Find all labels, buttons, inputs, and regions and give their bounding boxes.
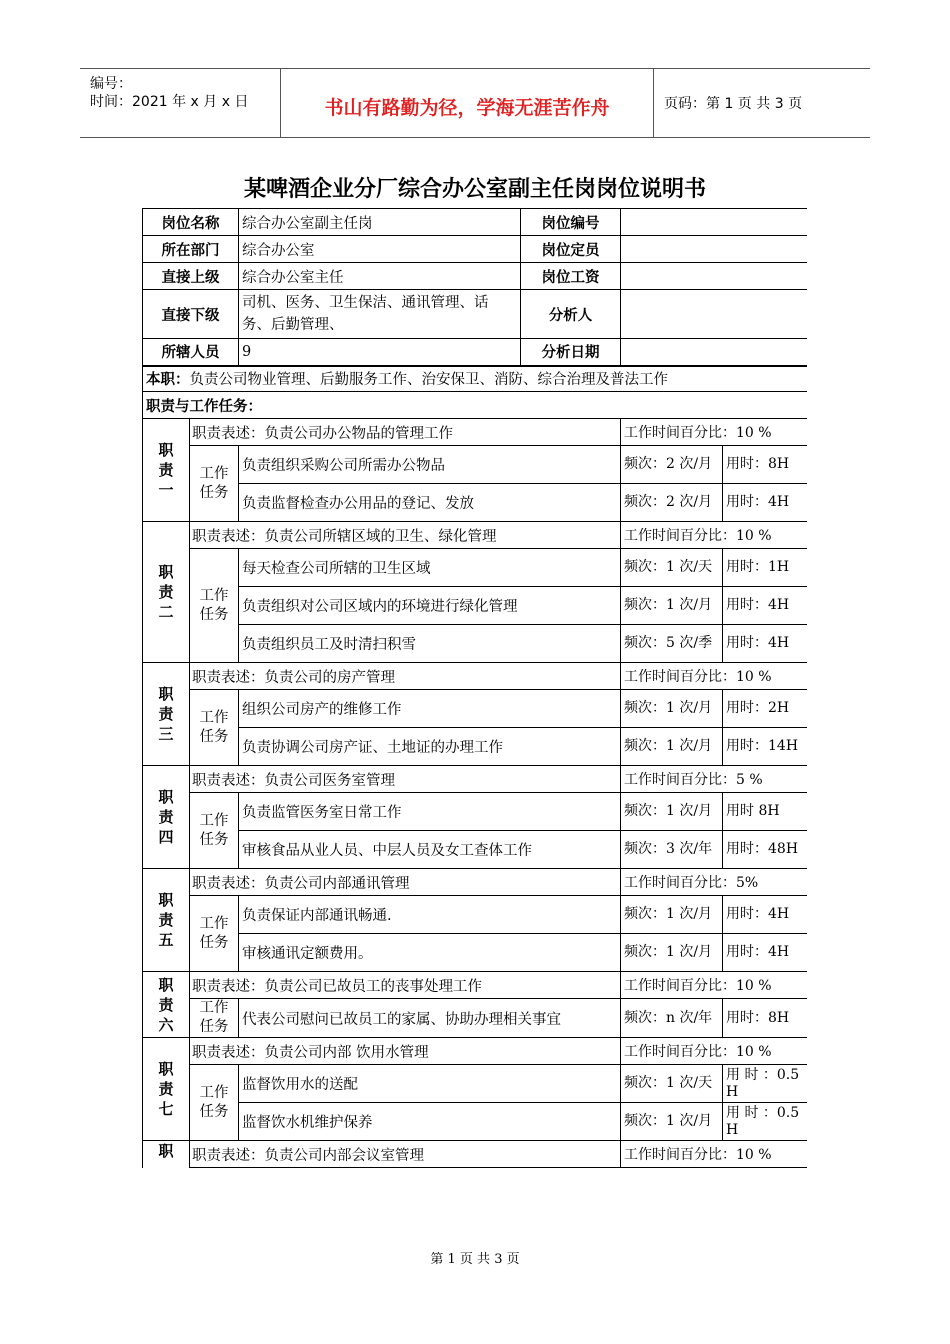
duty-name-text: 职责二 xyxy=(158,563,174,621)
duty-description: 职责表述：负责公司内部通讯管理 xyxy=(190,869,621,896)
page-header xyxy=(80,68,870,138)
duty-name xyxy=(143,869,190,972)
task-frequency: 频次：2 次/月 xyxy=(621,446,723,484)
task-text: 负责监管医务室日常工作 xyxy=(239,793,621,831)
task-row xyxy=(143,1103,808,1141)
quota-label: 岗位定员 xyxy=(521,236,621,263)
task-duration: 用时：8H xyxy=(723,446,808,484)
job-description-table xyxy=(142,208,807,1190)
salary-value xyxy=(621,263,808,290)
duty-description: 职责表述：负责公司医务室管理 xyxy=(190,766,621,793)
task-label xyxy=(190,1065,239,1141)
duty-name-text: 职 xyxy=(158,1142,174,1160)
analyst-value xyxy=(621,290,808,339)
duty-name xyxy=(143,972,190,1038)
superior-value: 综合办公室主任 xyxy=(239,263,521,290)
duty-desc-row xyxy=(143,766,808,793)
role-row xyxy=(143,366,808,392)
task-row xyxy=(143,934,808,972)
task-row xyxy=(143,999,808,1038)
task-frequency: 频次：5 次/季 xyxy=(621,625,723,663)
task-frequency: 频次：n 次/年 xyxy=(621,999,723,1038)
task-frequency: 频次：1 次/月 xyxy=(621,896,723,934)
duty-time-percent: 工作时间百分比：10 % xyxy=(621,522,808,549)
task-frequency: 频次：2 次/月 xyxy=(621,484,723,522)
duty-description: 职责表述：负责公司所辖区域的卫生、绿化管理 xyxy=(190,522,621,549)
task-frequency: 频次：1 次/月 xyxy=(621,587,723,625)
task-duration: 用时：14H xyxy=(723,728,808,766)
header-meta xyxy=(80,69,281,137)
duty-name-text: 职责一 xyxy=(158,441,174,499)
duty-desc-row xyxy=(143,419,808,446)
duty-name xyxy=(143,663,190,766)
task-frequency: 频次：3 次/年 xyxy=(621,831,723,869)
header-page-cell xyxy=(654,69,870,137)
info-row xyxy=(143,236,808,263)
duties-heading: 职责与工作任务： xyxy=(143,392,808,419)
task-duration: 用时：4H xyxy=(723,896,808,934)
info-row xyxy=(143,290,808,339)
task-row xyxy=(143,690,808,728)
task-text: 监督饮用水的送配 xyxy=(239,1065,621,1103)
header-motto: 书山有路勤为径，学海无涯苦作舟 xyxy=(324,97,610,119)
task-frequency: 频次：1 次/月 xyxy=(621,728,723,766)
duty-description: 职责表述：负责公司的房产管理 xyxy=(190,663,621,690)
duty-name-text: 职责五 xyxy=(158,891,174,949)
task-label-text: 工作任务 xyxy=(199,709,229,745)
quota-value xyxy=(621,236,808,263)
task-duration: 用时：4H xyxy=(723,484,808,522)
document-title: 某啤酒企业分厂综合办公室副主任岗岗位说明书 xyxy=(243,177,706,202)
task-duration: 用时：8H xyxy=(723,999,808,1038)
duty-description: 职责表述：负责公司内部 饮用水管理 xyxy=(190,1038,621,1065)
duty-desc-row xyxy=(143,972,808,999)
duty-name xyxy=(143,522,190,663)
salary-label: 岗位工资 xyxy=(521,263,621,290)
task-row xyxy=(143,587,808,625)
task-label-text: 工作任务 xyxy=(199,915,229,951)
superior-label: 直接上级 xyxy=(143,263,239,290)
task-label-text: 工作任务 xyxy=(199,1000,229,1035)
duty-name-text: 职责六 xyxy=(158,975,174,1034)
header-motto-cell xyxy=(281,69,654,137)
duty-time-percent: 工作时间百分比：10 % xyxy=(621,663,808,690)
staff-value: 9 xyxy=(239,339,521,366)
duty-description: 职责表述：负责公司内部会议室管理 xyxy=(190,1141,621,1168)
task-duration: 用时：4H xyxy=(723,625,808,663)
task-text: 代表公司慰问已故员工的家属、协助办理相关事宜 xyxy=(239,999,621,1038)
task-label-text: 工作任务 xyxy=(199,1084,229,1120)
role-label: 本职： xyxy=(146,372,190,389)
post-no-label: 岗位编号 xyxy=(521,209,621,236)
subordinate-value: 司机、医务、卫生保洁、通讯管理、话务、后勤管理、 xyxy=(239,290,521,339)
duty-name xyxy=(143,1038,190,1141)
task-text: 负责组织采购公司所需办公物品 xyxy=(239,446,621,484)
duty-time-percent: 工作时间百分比：10 % xyxy=(621,1141,808,1168)
duty-name-text: 职责三 xyxy=(158,685,174,743)
duty-time-percent: 工作时间百分比：10 % xyxy=(621,1038,808,1065)
task-duration: 用时：48H xyxy=(723,831,808,869)
info-row xyxy=(143,209,808,236)
task-text: 负责监督检查办公用品的登记、发放 xyxy=(239,484,621,522)
post-no-value xyxy=(621,209,808,236)
date-value xyxy=(621,339,808,366)
task-row xyxy=(143,1065,808,1103)
task-frequency: 频次：1 次/天 xyxy=(621,1065,723,1103)
task-duration: 用 时 ：0.5H xyxy=(723,1103,808,1141)
task-frequency: 频次：1 次/月 xyxy=(621,934,723,972)
task-label-text: 工作任务 xyxy=(199,812,229,848)
duty-name xyxy=(143,419,190,522)
task-frequency: 频次：1 次/月 xyxy=(621,690,723,728)
info-row xyxy=(143,339,808,366)
task-label xyxy=(190,896,239,972)
duty-name xyxy=(143,766,190,869)
duty-desc-row xyxy=(143,522,808,549)
post-name-label: 岗位名称 xyxy=(143,209,239,236)
task-frequency: 频次：1 次/月 xyxy=(621,793,723,831)
role-text: 负责公司物业管理、后勤服务工作、治安保卫、消防、综合治理及普法工作 xyxy=(189,372,668,389)
task-duration: 用时 8H xyxy=(723,793,808,831)
subordinate-label: 直接下级 xyxy=(143,290,239,339)
duty-time-percent: 工作时间百分比：10 % xyxy=(621,419,808,446)
post-name-value: 综合办公室副主任岗 xyxy=(239,209,521,236)
task-row xyxy=(143,831,808,869)
task-row xyxy=(143,793,808,831)
duty-desc-row xyxy=(143,1141,808,1168)
task-text: 每天检查公司所辖的卫生区域 xyxy=(239,549,621,587)
task-text: 审核通讯定额费用。 xyxy=(239,934,621,972)
duty-desc-row xyxy=(143,869,808,896)
task-row xyxy=(143,728,808,766)
duty-name xyxy=(143,1141,190,1168)
task-duration: 用时：2H xyxy=(723,690,808,728)
task-text: 负责组织对公司区域内的环境进行绿化管理 xyxy=(239,587,621,625)
duty-name-text: 职责七 xyxy=(158,1060,174,1118)
task-text: 负责组织员工及时清扫积雪 xyxy=(239,625,621,663)
duty-name-text: 职责四 xyxy=(158,788,174,846)
duty-desc-row xyxy=(143,1038,808,1065)
task-text: 组织公司房产的维修工作 xyxy=(239,690,621,728)
task-row xyxy=(143,549,808,587)
task-label xyxy=(190,446,239,522)
duties-heading-row xyxy=(143,392,808,419)
task-label xyxy=(190,793,239,869)
task-row xyxy=(143,625,808,663)
task-label xyxy=(190,690,239,766)
duty-description: 职责表述：负责公司办公物品的管理工作 xyxy=(190,419,621,446)
task-text: 审核食品从业人员、中层人员及女工查体工作 xyxy=(239,831,621,869)
duty-time-percent: 工作时间百分比：10 % xyxy=(621,972,808,999)
task-label-text: 工作任务 xyxy=(199,587,229,623)
task-frequency: 频次：1 次/月 xyxy=(621,1103,723,1141)
staff-label: 所辖人员 xyxy=(143,339,239,366)
duty-time-percent: 工作时间百分比：5 % xyxy=(621,766,808,793)
task-text: 负责保证内部通讯畅通. xyxy=(239,896,621,934)
task-row xyxy=(143,484,808,522)
header-page-number: 页码：第 1 页 共 3 页 xyxy=(664,96,803,112)
page-footer: 第 1 页 共 3 页 xyxy=(430,1252,520,1267)
task-label xyxy=(190,549,239,663)
task-duration: 用时：4H xyxy=(723,934,808,972)
doc-time-label: 时间：2021 年 x 月 x 日 xyxy=(90,94,249,110)
task-frequency: 频次：1 次/天 xyxy=(621,549,723,587)
task-duration: 用时：4H xyxy=(723,587,808,625)
duty-desc-row xyxy=(143,663,808,690)
doc-number-label: 编号： xyxy=(90,76,132,92)
task-text: 监督饮水机维护保养 xyxy=(239,1103,621,1141)
task-duration: 用时：1H xyxy=(723,549,808,587)
task-row xyxy=(143,446,808,484)
dept-label: 所在部门 xyxy=(143,236,239,263)
dept-value: 综合办公室 xyxy=(239,236,521,263)
task-text: 负责协调公司房产证、土地证的办理工作 xyxy=(239,728,621,766)
role-cell xyxy=(143,366,808,392)
task-label xyxy=(190,999,239,1038)
date-label: 分析日期 xyxy=(521,339,621,366)
info-row xyxy=(143,263,808,290)
duty-description: 职责表述：负责公司已故员工的丧事处理工作 xyxy=(190,972,621,999)
task-duration: 用 时 ：0.5H xyxy=(723,1065,808,1103)
task-label-text: 工作任务 xyxy=(199,465,229,501)
duty-time-percent: 工作时间百分比：5% xyxy=(621,869,808,896)
task-row xyxy=(143,896,808,934)
analyst-label: 分析人 xyxy=(521,290,621,339)
